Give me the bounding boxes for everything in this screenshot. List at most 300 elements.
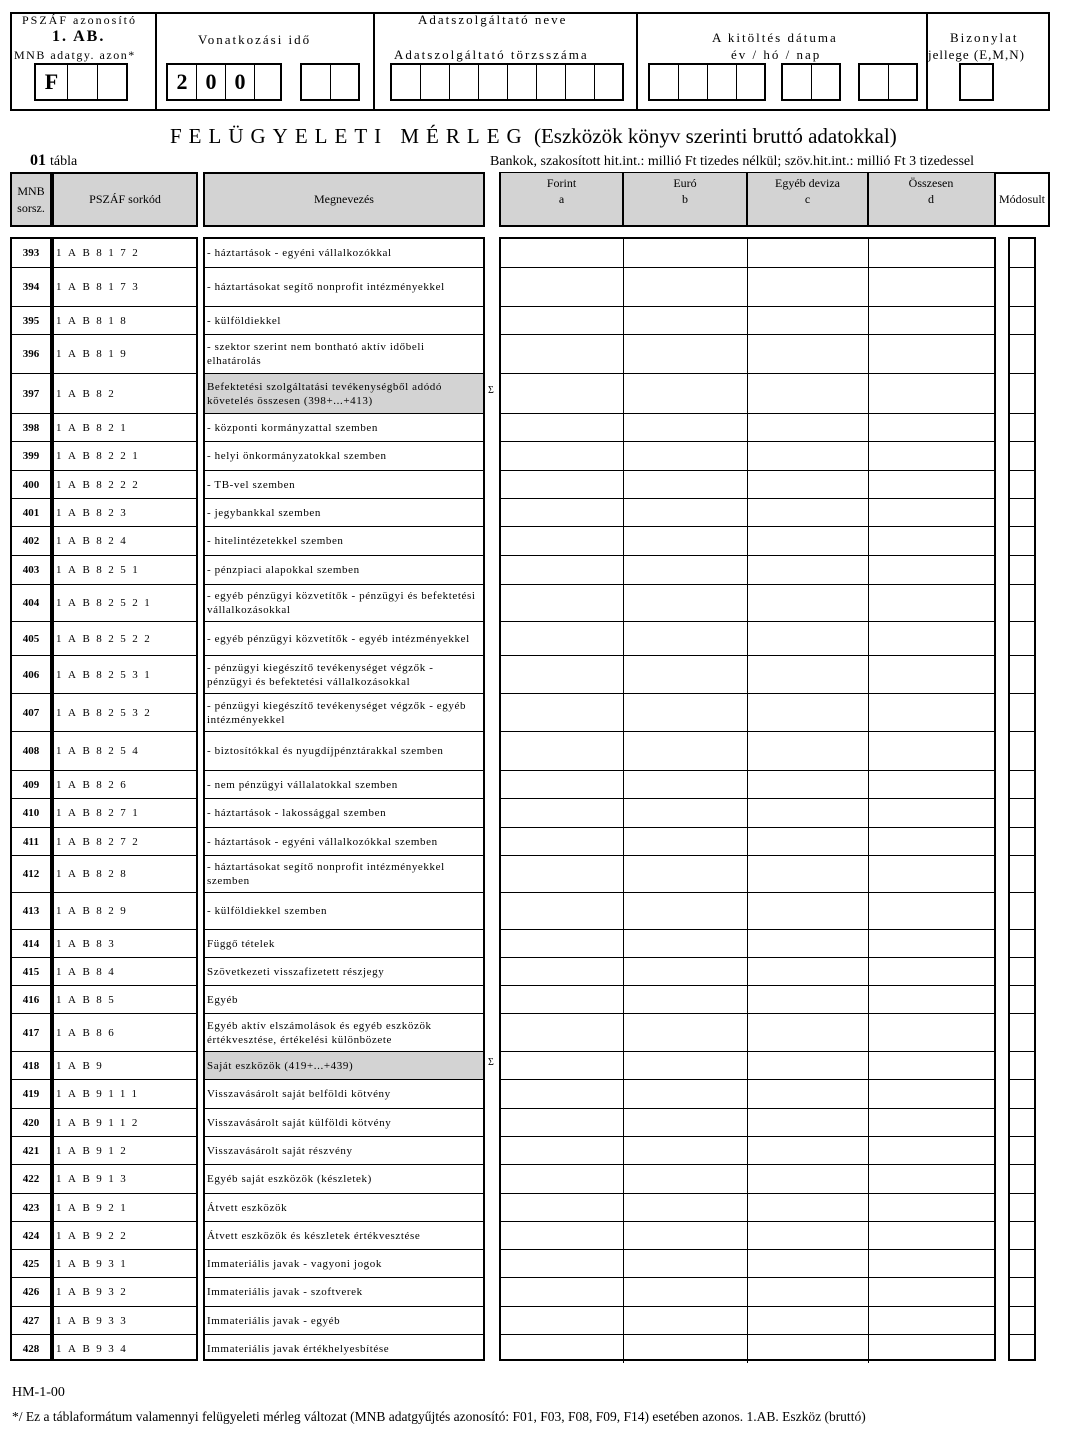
date-cell[interactable] — [708, 65, 737, 99]
value-row — [501, 1109, 994, 1137]
euro-cell[interactable] — [624, 1109, 748, 1136]
other-currency-cell[interactable] — [748, 1194, 869, 1221]
date-cell[interactable] — [737, 65, 764, 99]
row-code: 1AB85 — [54, 986, 196, 1014]
forint-cell[interactable] — [501, 656, 624, 693]
total-cell[interactable] — [869, 1278, 994, 1306]
col-name-label: Megnevezés — [314, 192, 374, 206]
euro-cell[interactable] — [624, 307, 748, 334]
modified-cell[interactable] — [1010, 856, 1034, 893]
forint-cell[interactable] — [501, 307, 624, 334]
date-cell[interactable] — [679, 65, 708, 99]
row-code: 1AB912 — [54, 1137, 196, 1165]
other-currency-cell[interactable] — [748, 1222, 869, 1249]
other-currency-cell[interactable] — [748, 527, 869, 555]
modified-cell[interactable] — [1010, 930, 1034, 958]
modified-cell[interactable] — [1010, 374, 1034, 414]
value-row — [501, 828, 994, 856]
total-cell[interactable] — [869, 771, 994, 798]
modified-cell[interactable] — [1010, 622, 1034, 656]
mnb-cell[interactable] — [98, 65, 126, 99]
col-divider — [746, 172, 748, 227]
modified-cell[interactable] — [1010, 1080, 1034, 1109]
modified-cell[interactable] — [1010, 771, 1034, 799]
value-row — [501, 1335, 994, 1363]
row-name: - egyéb pénzügyi közvetítők - egyéb intézményekkel — [205, 622, 483, 656]
total-cell[interactable] — [869, 1222, 994, 1249]
euro-cell[interactable] — [624, 374, 748, 413]
euro-cell[interactable] — [624, 958, 748, 985]
other-currency-cell[interactable] — [748, 307, 869, 334]
forint-cell[interactable] — [501, 499, 624, 526]
other-currency-cell[interactable] — [748, 930, 869, 957]
doctype-cell[interactable] — [959, 63, 994, 101]
row-name: Egyéb aktív elszámolások és egyéb eszközök értékvesztése, értékelési különbözete — [205, 1014, 483, 1052]
total-cell[interactable] — [869, 268, 994, 306]
row-name: - háztartások - egyéni vállalkozókkal szemben — [205, 828, 483, 856]
row-number: 416 — [12, 986, 50, 1014]
total-cell[interactable] — [869, 556, 994, 584]
total-cell[interactable] — [869, 527, 994, 555]
row-name: - pénzügyi kiegészítő tevékenységet végzők - egyéb intézményekkel — [205, 694, 483, 732]
euro-cell[interactable] — [624, 828, 748, 855]
value-row — [501, 307, 994, 335]
row-code: 1AB933 — [54, 1307, 196, 1335]
value-row — [501, 856, 994, 893]
forint-cell[interactable] — [501, 585, 624, 621]
forint-cell[interactable] — [501, 1014, 624, 1051]
col-header-name — [203, 172, 485, 227]
footnote: */ Ez a táblaformátum valamennyi felügyeleti mérleg változat (MNB adatgyűjtés azonosító: F01, F03, F08, F09, F14) esetében azonos. 1.AB. Eszköz (bruttó) — [12, 1409, 866, 1424]
forint-cell[interactable] — [501, 1307, 624, 1334]
other-currency-cell[interactable] — [748, 1165, 869, 1193]
forint-cell[interactable] — [501, 268, 624, 306]
code-column — [52, 237, 198, 1361]
forint-cell[interactable] — [501, 958, 624, 985]
period-cell[interactable] — [331, 65, 358, 99]
total-cell[interactable] — [869, 1194, 994, 1221]
date-year-cells[interactable] — [648, 63, 766, 101]
modified-cell[interactable] — [1010, 471, 1034, 499]
forint-cell[interactable] — [501, 1052, 624, 1079]
col-pszaf-label: PSZÁF sorkód — [89, 192, 161, 206]
other-currency-cell[interactable] — [748, 799, 869, 827]
col-total-letter: d — [928, 192, 934, 206]
total-cell[interactable] — [869, 471, 994, 498]
row-name: - biztosítókkal és nyugdíjpénztárakkal szemben — [205, 732, 483, 771]
value-row — [501, 893, 994, 930]
title-paren: (Eszközök könyv szerinti bruttó adatokkal) — [533, 124, 897, 148]
modified-cell[interactable] — [1010, 1052, 1034, 1080]
euro-cell[interactable] — [624, 1250, 748, 1277]
table-no: 01 — [30, 152, 46, 169]
other-currency-cell[interactable] — [748, 268, 869, 306]
euro-cell[interactable] — [624, 622, 748, 655]
col-forint-letter: a — [558, 192, 565, 206]
date-cell[interactable] — [860, 65, 889, 99]
modified-cell[interactable] — [1010, 1137, 1034, 1165]
row-name: - pénzügyi kiegészítő tevékenységet végzők - pénzügyi és befektetési vállalkozásokkal — [205, 656, 483, 694]
reg-cell[interactable] — [566, 65, 595, 99]
euro-cell[interactable] — [624, 556, 748, 584]
modified-cell[interactable] — [1010, 499, 1034, 527]
modified-cell[interactable] — [1010, 556, 1034, 585]
other-currency-cell[interactable] — [748, 828, 869, 855]
total-cell[interactable] — [869, 414, 994, 441]
modified-cell[interactable] — [1010, 1194, 1034, 1222]
euro-cell[interactable] — [624, 771, 748, 798]
euro-cell[interactable] — [624, 335, 748, 373]
forint-cell[interactable] — [501, 1250, 624, 1277]
euro-cell[interactable] — [624, 527, 748, 555]
row-name: Átvett eszközök — [205, 1194, 483, 1222]
euro-cell[interactable] — [624, 930, 748, 957]
unit-note: Bankok, szakosított hit.int.: millió Ft tizedes nélkül; szöv.hit.int.: millió Ft 3 tizedessel — [490, 154, 975, 169]
other-currency-cell[interactable] — [748, 335, 869, 373]
other-currency-cell[interactable] — [748, 471, 869, 498]
modified-cell[interactable] — [1010, 1109, 1034, 1137]
row-code: 1AB934 — [56, 1343, 133, 1355]
reg-cell[interactable] — [508, 65, 537, 99]
other-currency-cell[interactable] — [748, 442, 869, 470]
col-total-label: Összesen — [908, 176, 954, 190]
other-currency-cell[interactable] — [748, 414, 869, 441]
modified-cell[interactable] — [1010, 1335, 1034, 1363]
row-code: 1AB931 — [54, 1250, 196, 1278]
modified-cell[interactable] — [1010, 1014, 1034, 1052]
forint-cell[interactable] — [501, 414, 624, 441]
row-number: 405 — [12, 622, 50, 656]
total-cell[interactable] — [869, 656, 994, 693]
row-name: - központi kormányzattal szemben — [205, 414, 483, 442]
modified-cell[interactable] — [1010, 893, 1034, 930]
euro-cell[interactable] — [624, 442, 748, 470]
other-currency-cell[interactable] — [748, 958, 869, 985]
reg-cell[interactable] — [392, 65, 421, 99]
other-currency-cell[interactable] — [748, 585, 869, 621]
row-code: 1AB823 — [54, 499, 196, 527]
euro-cell[interactable] — [624, 656, 748, 693]
other-currency-cell[interactable] — [748, 374, 869, 413]
modified-cell[interactable] — [1010, 1165, 1034, 1194]
provider-reg-cells[interactable] — [390, 63, 624, 101]
total-cell[interactable] — [869, 893, 994, 929]
value-row — [501, 1014, 994, 1052]
page-title — [170, 124, 897, 149]
mnb-cell[interactable] — [68, 65, 98, 99]
modified-cell[interactable] — [1010, 1250, 1034, 1278]
total-cell[interactable] — [869, 1052, 994, 1079]
row-code: 1AB86 — [54, 1014, 196, 1052]
row-number: 397 — [12, 374, 50, 414]
row-name: - háztartásokat segítő nonprofit intézményekkel — [205, 268, 483, 307]
values-column — [499, 237, 996, 1361]
euro-cell[interactable] — [624, 1335, 748, 1363]
value-row — [501, 442, 994, 471]
other-currency-cell[interactable] — [748, 1080, 869, 1108]
total-cell[interactable] — [869, 1250, 994, 1277]
row-code: 1AB8272 — [54, 828, 196, 856]
forint-cell[interactable] — [501, 442, 624, 470]
other-currency-cell[interactable] — [748, 239, 869, 267]
total-cell[interactable] — [869, 1014, 994, 1051]
date-cell[interactable] — [783, 65, 812, 99]
row-number: 411 — [12, 828, 50, 856]
forint-cell[interactable] — [501, 239, 624, 267]
period-cell[interactable]: 0 — [197, 65, 226, 99]
row-name: Egyéb — [205, 986, 483, 1014]
table-number — [30, 152, 77, 170]
row-name: Immateriális javak értékhelyesbítése — [207, 1343, 390, 1355]
reg-cell[interactable] — [479, 65, 508, 99]
modified-cell[interactable] — [1010, 335, 1034, 374]
other-currency-cell[interactable] — [748, 856, 869, 892]
total-cell[interactable] — [869, 585, 994, 621]
total-cell[interactable] — [869, 856, 994, 892]
total-cell[interactable] — [869, 1080, 994, 1108]
other-currency-cell[interactable] — [748, 556, 869, 584]
other-currency-cell[interactable] — [748, 622, 869, 655]
row-code: 1AB922 — [54, 1222, 196, 1250]
other-currency-cell[interactable] — [748, 1137, 869, 1164]
modified-cell[interactable] — [1010, 307, 1034, 335]
other-currency-cell[interactable] — [748, 1278, 869, 1306]
forint-cell[interactable] — [501, 1109, 624, 1136]
col-mnb-label: MNB sorsz. — [17, 183, 45, 215]
euro-cell[interactable] — [624, 1052, 748, 1079]
row-number: 412 — [12, 856, 50, 893]
period-cells-2[interactable] — [300, 63, 360, 101]
total-cell[interactable] — [869, 799, 994, 827]
doctype-label-2: jellege (E,M,N) — [928, 47, 1025, 62]
reg-cell[interactable] — [450, 65, 479, 99]
other-currency-cell[interactable] — [748, 1335, 869, 1363]
row-code: 1AB9111 — [54, 1080, 196, 1109]
euro-cell[interactable] — [624, 1137, 748, 1164]
modified-cell[interactable] — [1010, 828, 1034, 856]
other-currency-cell[interactable] — [748, 656, 869, 693]
row-name: Átvett eszközök és készletek értékvesztése — [205, 1222, 483, 1250]
forint-cell[interactable] — [501, 1080, 624, 1108]
row-code: 1AB8172 — [54, 239, 196, 268]
form-code: 1. AB. — [52, 28, 106, 45]
period-cell[interactable]: 2 — [168, 65, 197, 99]
sigma-marker: Σ — [488, 1057, 494, 1068]
forint-cell[interactable] — [501, 1165, 624, 1193]
period-cell[interactable] — [255, 65, 280, 99]
modified-cell[interactable] — [1010, 585, 1034, 622]
col-other-letter: c — [804, 192, 811, 206]
total-cell[interactable] — [869, 986, 994, 1013]
row-number: 402 — [12, 527, 50, 556]
total-cell[interactable] — [869, 958, 994, 985]
total-cell[interactable] — [869, 622, 994, 655]
total-cell[interactable] — [869, 239, 994, 267]
row-code: 1AB819 — [54, 335, 196, 374]
euro-cell[interactable] — [624, 893, 748, 929]
row-code: 1AB818 — [54, 307, 196, 335]
other-currency-cell[interactable] — [748, 771, 869, 798]
euro-cell[interactable] — [624, 799, 748, 827]
forint-cell[interactable] — [501, 622, 624, 655]
forint-cell[interactable] — [501, 856, 624, 892]
euro-cell[interactable] — [624, 694, 748, 731]
other-currency-cell[interactable] — [748, 499, 869, 526]
euro-cell[interactable] — [624, 1278, 748, 1306]
value-row — [501, 1137, 994, 1165]
value-row — [501, 499, 994, 527]
row-code: 1AB8222 — [54, 471, 196, 499]
modified-cell[interactable] — [1010, 1307, 1034, 1335]
total-cell[interactable] — [869, 307, 994, 334]
reg-cell[interactable] — [595, 65, 622, 99]
reg-cell[interactable] — [421, 65, 450, 99]
row-number: 424 — [12, 1222, 50, 1250]
other-currency-cell[interactable] — [748, 1250, 869, 1277]
modified-cell[interactable] — [1010, 656, 1034, 694]
modified-cell[interactable] — [1010, 1222, 1034, 1250]
forint-cell[interactable] — [501, 556, 624, 584]
euro-cell[interactable] — [624, 1194, 748, 1221]
total-cell[interactable] — [869, 1137, 994, 1164]
forint-cell[interactable] — [501, 471, 624, 498]
euro-cell[interactable] — [624, 239, 748, 267]
value-row — [501, 556, 994, 585]
row-name: - háztartások - egyéni vállalkozókkal — [205, 239, 483, 268]
forint-cell[interactable] — [501, 930, 624, 957]
euro-cell[interactable] — [624, 414, 748, 441]
row-code: 1AB8271 — [54, 799, 196, 828]
doctype-input[interactable] — [961, 65, 992, 99]
modified-cell[interactable] — [1010, 799, 1034, 828]
title-main: FELÜGYELETI MÉRLEG — [170, 124, 529, 148]
forint-cell[interactable] — [501, 771, 624, 798]
euro-cell[interactable] — [624, 1080, 748, 1108]
euro-cell[interactable] — [624, 1222, 748, 1249]
total-cell[interactable] — [869, 1109, 994, 1136]
row-number: 417 — [12, 1014, 50, 1052]
forint-cell[interactable] — [501, 335, 624, 373]
value-row — [501, 930, 994, 958]
date-cell[interactable] — [812, 65, 839, 99]
euro-cell[interactable] — [624, 471, 748, 498]
modified-cell[interactable] — [1010, 694, 1034, 732]
modified-cell[interactable] — [1010, 1278, 1034, 1307]
mnb-id-cells[interactable] — [34, 63, 128, 101]
col-euro — [623, 175, 747, 207]
euro-cell[interactable] — [624, 1014, 748, 1051]
modified-cell[interactable] — [1010, 239, 1034, 268]
col-other-label: Egyéb deviza — [775, 176, 840, 190]
row-number: 396 — [12, 335, 50, 374]
total-cell[interactable] — [869, 442, 994, 470]
euro-cell[interactable] — [624, 732, 748, 770]
euro-cell[interactable] — [624, 986, 748, 1013]
modified-cell[interactable] — [1010, 268, 1034, 307]
other-currency-cell[interactable] — [748, 1014, 869, 1051]
forint-cell[interactable] — [501, 828, 624, 855]
forint-cell[interactable] — [501, 374, 624, 413]
forint-cell[interactable] — [501, 799, 624, 827]
modified-cell[interactable] — [1010, 986, 1034, 1014]
modified-cell[interactable] — [1010, 442, 1034, 471]
forint-cell[interactable] — [501, 1194, 624, 1221]
euro-cell[interactable] — [624, 268, 748, 306]
other-currency-cell[interactable] — [748, 1109, 869, 1136]
period-cell[interactable]: 0 — [226, 65, 255, 99]
total-cell[interactable] — [869, 930, 994, 957]
euro-cell[interactable] — [624, 1165, 748, 1193]
other-currency-cell[interactable] — [748, 1052, 869, 1079]
table-word: tábla — [50, 154, 78, 169]
euro-cell[interactable] — [624, 1307, 748, 1334]
euro-cell[interactable] — [624, 585, 748, 621]
mnb-cell[interactable]: F — [36, 65, 68, 99]
modified-cell[interactable] — [1010, 527, 1034, 556]
value-row — [501, 585, 994, 622]
total-cell[interactable] — [869, 1335, 994, 1363]
other-currency-cell[interactable] — [748, 1307, 869, 1334]
euro-cell[interactable] — [624, 856, 748, 892]
total-cell[interactable] — [869, 732, 994, 770]
modified-cell[interactable] — [1010, 732, 1034, 771]
forint-cell[interactable] — [501, 732, 624, 770]
date-month-cells[interactable] — [781, 63, 841, 101]
row-number: 400 — [12, 471, 50, 499]
forint-cell[interactable] — [501, 893, 624, 929]
other-currency-cell[interactable] — [748, 732, 869, 770]
euro-cell[interactable] — [624, 499, 748, 526]
total-cell[interactable] — [869, 694, 994, 731]
total-cell[interactable] — [869, 374, 994, 413]
row-code: 1AB913 — [54, 1165, 196, 1194]
forint-cell[interactable] — [501, 1222, 624, 1249]
forint-cell[interactable] — [501, 1137, 624, 1164]
modified-cell[interactable] — [1010, 414, 1034, 442]
value-row — [501, 799, 994, 828]
total-cell[interactable] — [869, 828, 994, 855]
forint-cell[interactable] — [501, 527, 624, 555]
reg-cell[interactable] — [537, 65, 566, 99]
date-cell[interactable] — [889, 65, 916, 99]
forint-cell[interactable] — [501, 694, 624, 731]
total-cell[interactable] — [869, 1307, 994, 1334]
date-label: A kitöltés dátuma — [712, 30, 838, 45]
col-divider — [867, 172, 869, 227]
row-number: 407 — [12, 694, 50, 732]
total-cell[interactable] — [869, 499, 994, 526]
row-number: 404 — [12, 585, 50, 622]
value-row — [501, 1278, 994, 1307]
forint-cell[interactable] — [501, 1278, 624, 1306]
forint-cell[interactable] — [501, 986, 624, 1013]
total-cell[interactable] — [869, 335, 994, 373]
other-currency-cell[interactable] — [748, 694, 869, 731]
row-name: Visszavásárolt saját részvény — [205, 1137, 483, 1165]
row-code: 1AB9112 — [54, 1109, 196, 1137]
period-cell[interactable] — [302, 65, 331, 99]
row-name: - nem pénzügyi vállalatokkal szemben — [205, 771, 483, 799]
modified-cell[interactable] — [1010, 958, 1034, 986]
forint-cell[interactable] — [501, 1335, 624, 1363]
date-day-cells[interactable] — [858, 63, 918, 101]
period-cells[interactable] — [166, 63, 282, 101]
row-number: 410 — [12, 799, 50, 828]
total-cell[interactable] — [869, 1165, 994, 1193]
other-currency-cell[interactable] — [748, 986, 869, 1013]
other-currency-cell[interactable] — [748, 893, 869, 929]
date-cell[interactable] — [650, 65, 679, 99]
